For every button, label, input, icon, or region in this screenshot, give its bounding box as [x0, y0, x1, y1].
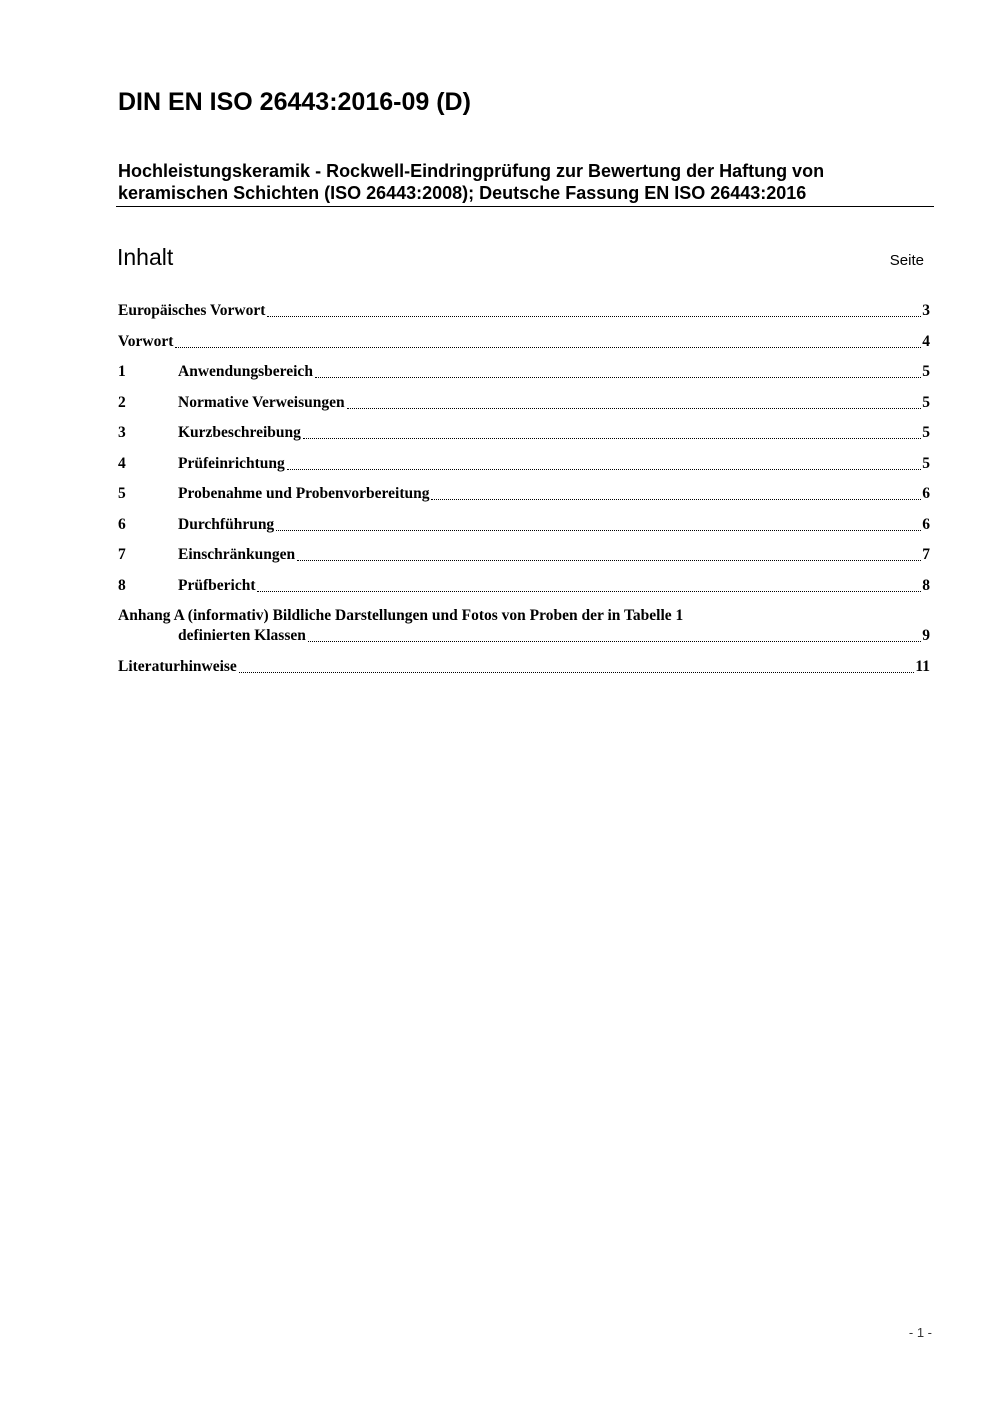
dot-leader	[308, 641, 921, 642]
toc-entry-europaeisches-vorwort[interactable]	[118, 302, 930, 333]
toc-entry-page: 6	[922, 485, 930, 502]
toc-entry-page: 5	[922, 363, 930, 380]
dot-leader	[297, 560, 921, 561]
toc-entry-8[interactable]	[118, 577, 930, 608]
toc-entry-number: 8	[118, 576, 126, 594]
toc-entry-number: 4	[118, 454, 126, 472]
toc-entry-page: 3	[922, 302, 930, 319]
toc-entry-7[interactable]	[118, 546, 930, 577]
toc-entry-number: 2	[118, 393, 126, 411]
toc-entry-literaturhinweise[interactable]	[118, 658, 930, 689]
toc-entry-page: 7	[922, 546, 930, 563]
toc-entry-6[interactable]	[118, 516, 930, 547]
toc-entry-annex-a[interactable]	[118, 607, 930, 658]
title-divider	[116, 206, 934, 207]
toc-entry-number: 5	[118, 485, 126, 502]
toc-entry-page: 11	[915, 658, 930, 675]
toc-entry-title: Einschränkungen	[178, 546, 296, 563]
toc-entry-page: 8	[922, 576, 930, 594]
dot-leader	[315, 377, 921, 378]
page-number: - 1 -	[908, 1325, 932, 1340]
table-of-contents	[118, 302, 930, 689]
toc-entry-title: Anwendungsbereich	[178, 363, 313, 380]
toc-entry-3[interactable]	[118, 424, 930, 455]
toc-entry-title: Probenahme und Probenvorbereitung	[178, 485, 430, 502]
toc-entry-title: Vorwort	[118, 332, 174, 350]
toc-entry-page: 5	[922, 393, 930, 411]
toc-entry-page: 5	[922, 454, 930, 472]
annex-title-line-2: definierten Klassen	[178, 627, 306, 644]
annex-title-line-1: Anhang A (informativ) Bildliche Darstellungen und Fotos von Proben der in Tabelle 1	[118, 607, 684, 624]
document-id: DIN EN ISO 26443:2016-09 (D)	[118, 88, 471, 116]
toc-entry-number: 1	[118, 363, 126, 380]
toc-entry-number: 7	[118, 546, 126, 563]
subtitle-line-2: keramischen Schichten (ISO 26443:2008); Deutsche Fassung EN ISO 26443:2016	[118, 183, 807, 203]
toc-entry-page: 6	[922, 515, 930, 533]
dot-leader	[303, 438, 921, 439]
toc-heading: Inhalt	[117, 244, 174, 270]
toc-entry-page: 4	[922, 332, 930, 350]
toc-entry-5[interactable]	[118, 485, 930, 516]
page-column-label: Seite	[889, 252, 924, 269]
toc-entry-vorwort[interactable]	[118, 333, 930, 364]
toc-entry-title: Prüfbericht	[178, 576, 256, 594]
toc-entry-title: Prüfeinrichtung	[178, 454, 285, 472]
toc-entry-page: 5	[922, 424, 930, 441]
subtitle-line-1: Hochleistungskeramik - Rockwell-Eindringprüfung zur Bewertung der Haftung von	[118, 161, 825, 181]
toc-entry-title: Europäisches Vorwort	[118, 302, 266, 319]
toc-entry-number: 6	[118, 515, 126, 533]
dot-leader	[239, 672, 915, 673]
dot-leader	[276, 530, 921, 531]
document-subtitle	[118, 160, 934, 204]
toc-entry-number: 3	[118, 424, 126, 441]
toc-entry-title: Durchführung	[178, 515, 275, 533]
toc-entry-1[interactable]	[118, 363, 930, 394]
dot-leader	[257, 591, 921, 592]
dot-leader	[431, 499, 921, 500]
toc-entry-title: Literaturhinweise	[118, 658, 237, 675]
toc-entry-4[interactable]	[118, 455, 930, 486]
dot-leader	[347, 408, 922, 409]
toc-entry-page: 9	[922, 627, 930, 644]
dot-leader	[175, 347, 921, 348]
dot-leader	[267, 316, 921, 317]
toc-entry-2[interactable]	[118, 394, 930, 425]
dot-leader	[287, 469, 921, 470]
toc-entry-title: Kurzbeschreibung	[178, 424, 301, 441]
toc-entry-title: Normative Verweisungen	[178, 393, 345, 411]
